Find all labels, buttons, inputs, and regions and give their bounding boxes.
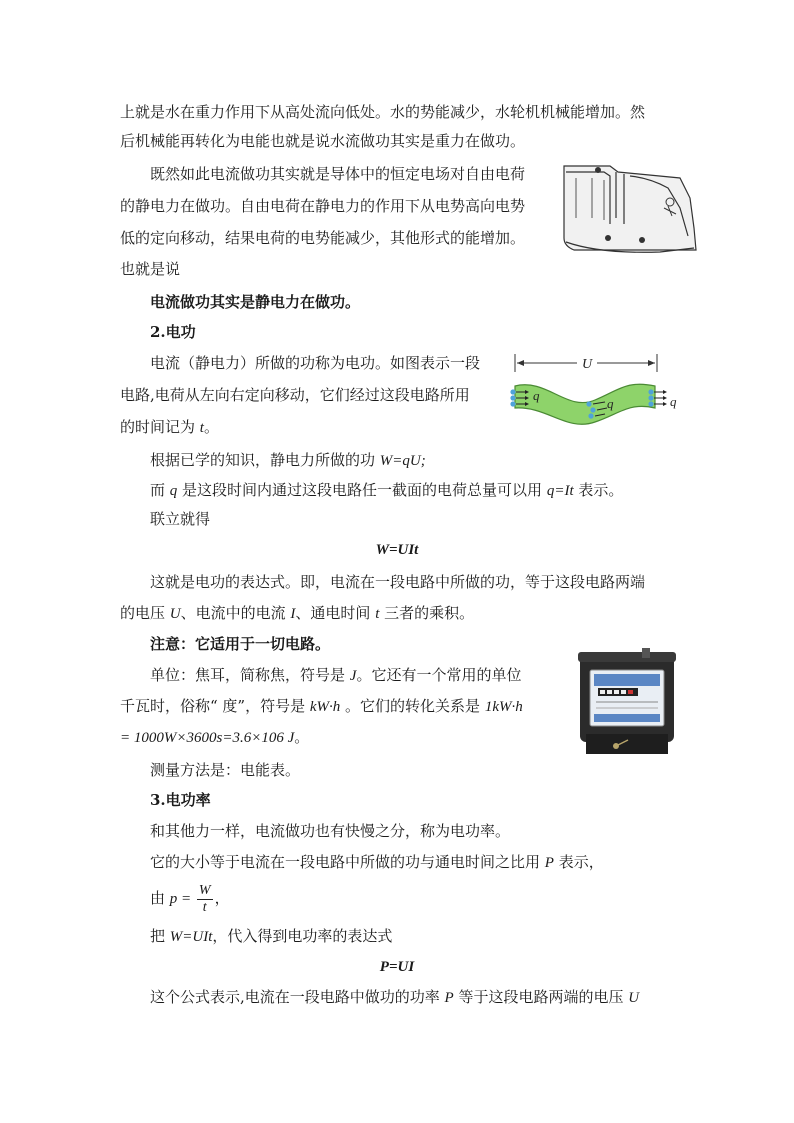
formula-electric-power: P=UI bbox=[379, 959, 415, 975]
formula-electric-work: W=UIt bbox=[375, 542, 419, 558]
right-charges bbox=[648, 389, 667, 406]
text-run: 由 bbox=[150, 889, 170, 907]
paragraph-line: 后机械能再转化为电能也就是说水流做功其实是重力在做功。 bbox=[120, 132, 526, 150]
math-var: J bbox=[349, 668, 357, 684]
math-unit: 1kW·h bbox=[484, 699, 523, 715]
fraction-numerator: W bbox=[198, 882, 211, 898]
charge-label-right: q bbox=[670, 394, 677, 409]
key-statement: 电流做功其实是静电力在做功。 bbox=[150, 293, 361, 311]
math-var: P bbox=[544, 855, 554, 871]
math-var: P bbox=[444, 990, 454, 1006]
section-heading: 2.电功 bbox=[150, 323, 196, 341]
paragraph-line: 既然如此电流做功其实就是导体中的恒定电场对自由电荷 bbox=[150, 165, 526, 183]
text-run: 、通电时间 bbox=[295, 604, 376, 622]
text-run: 。 bbox=[203, 418, 219, 436]
text-run: 表示。 bbox=[573, 481, 624, 499]
math-expr: q=It bbox=[546, 483, 574, 499]
text-run: 而 bbox=[150, 481, 170, 499]
text-run: 的电压 bbox=[120, 604, 170, 622]
text-run: 。它们的转化关系是 bbox=[340, 697, 485, 715]
section-heading: 3.电功率 bbox=[150, 791, 211, 809]
text-run: 根据已学的知识，静电力所做的功 bbox=[150, 451, 380, 469]
paragraph-line bbox=[150, 880, 230, 916]
paragraph-line bbox=[150, 480, 623, 501]
text-run: ，代入得到电功率的表达式 bbox=[212, 927, 393, 945]
math-var: q bbox=[169, 483, 178, 499]
paragraph-line bbox=[120, 603, 474, 624]
svg-text:q: q bbox=[607, 396, 614, 411]
math-var: I bbox=[290, 606, 296, 622]
math-expr: = 1000W×3600s=3.6×106 J bbox=[120, 730, 295, 746]
text-run: 。它还有一个常用的单位 bbox=[356, 666, 522, 684]
paragraph-line bbox=[120, 696, 523, 717]
math-expr: W=qU; bbox=[379, 453, 426, 469]
left-charges bbox=[510, 389, 529, 406]
text-run: 三者的乘积。 bbox=[379, 604, 475, 622]
math-unit: kW·h bbox=[309, 699, 341, 715]
paragraph-line: 联立就得 bbox=[150, 510, 211, 528]
text-run: 、电流中的电流 bbox=[180, 604, 291, 622]
paragraph-line bbox=[150, 450, 426, 471]
paragraph-line: 上就是水在重力作用下从高处流向低处。水的势能减少，水轮机机械能增加。然 bbox=[120, 103, 646, 121]
text-run: 千瓦时，俗称“ 度”，符号是 bbox=[120, 697, 310, 715]
paragraph-line bbox=[150, 665, 521, 686]
text-run: 这个公式表示,电流在一段电路中做功的功率 bbox=[150, 988, 445, 1006]
text-run: ， bbox=[214, 889, 230, 907]
text-run: 的时间记为 bbox=[120, 418, 200, 436]
paragraph-line: 的静电力在做功。自由电荷在静电力的作用下从电势高向电势 bbox=[120, 197, 526, 215]
text-run: 等于这段电路两端的电压 bbox=[453, 988, 629, 1006]
paragraph-line bbox=[150, 852, 604, 873]
math-var: t bbox=[199, 420, 204, 436]
fraction-denominator: t bbox=[202, 899, 207, 915]
paragraph-line: 电路,电荷从左向右定向移动，它们经过这段电路所用 bbox=[120, 386, 470, 404]
text-run: 是这段时间内通过这段电路任一截面的电荷总量可以用 bbox=[177, 481, 547, 499]
math-expr: p = bbox=[169, 891, 195, 907]
paragraph-line: 电流（静电力）所做的功称为电功。如图表示一段 bbox=[150, 354, 481, 372]
text-run: 它的大小等于电流在一段电路中所做的功与通电时间之比用 bbox=[150, 853, 545, 871]
paragraph-line bbox=[150, 926, 392, 947]
electric-meter-figure bbox=[576, 648, 678, 758]
wire-charge-figure bbox=[507, 350, 687, 430]
text-run: 表示， bbox=[553, 853, 604, 871]
math-var: U bbox=[628, 990, 640, 1006]
hydro-sketch-figure bbox=[560, 158, 698, 258]
charge-label-left: q bbox=[533, 388, 540, 403]
paragraph-line bbox=[120, 727, 309, 748]
math-var: U bbox=[169, 606, 181, 622]
math-expr: W=UIt bbox=[169, 929, 213, 945]
paragraph-line bbox=[120, 417, 219, 438]
fraction bbox=[197, 883, 213, 916]
text-run: 。 bbox=[294, 728, 310, 746]
voltage-label: U bbox=[581, 357, 593, 372]
paragraph-line: 低的定向移动，结果电荷的电势能减少，其他形式的能增加。 bbox=[120, 229, 526, 247]
paragraph-line: 和其他力一样，电流做功也有快慢之分，称为电功率。 bbox=[150, 822, 511, 840]
paragraph-line bbox=[150, 987, 639, 1008]
text-run: 单位：焦耳，简称焦，符号是 bbox=[150, 666, 350, 684]
text-run: 把 bbox=[150, 927, 170, 945]
note-statement: 注意：它适用于一切电路。 bbox=[150, 635, 331, 653]
paragraph-line: 也就是说 bbox=[120, 260, 181, 278]
paragraph-line: 测量方法是：电能表。 bbox=[150, 761, 301, 779]
math-var: t bbox=[375, 606, 380, 622]
paragraph-line: 这就是电功的表达式。即，电流在一段电路中所做的功，等于这段电路两端 bbox=[150, 573, 646, 591]
